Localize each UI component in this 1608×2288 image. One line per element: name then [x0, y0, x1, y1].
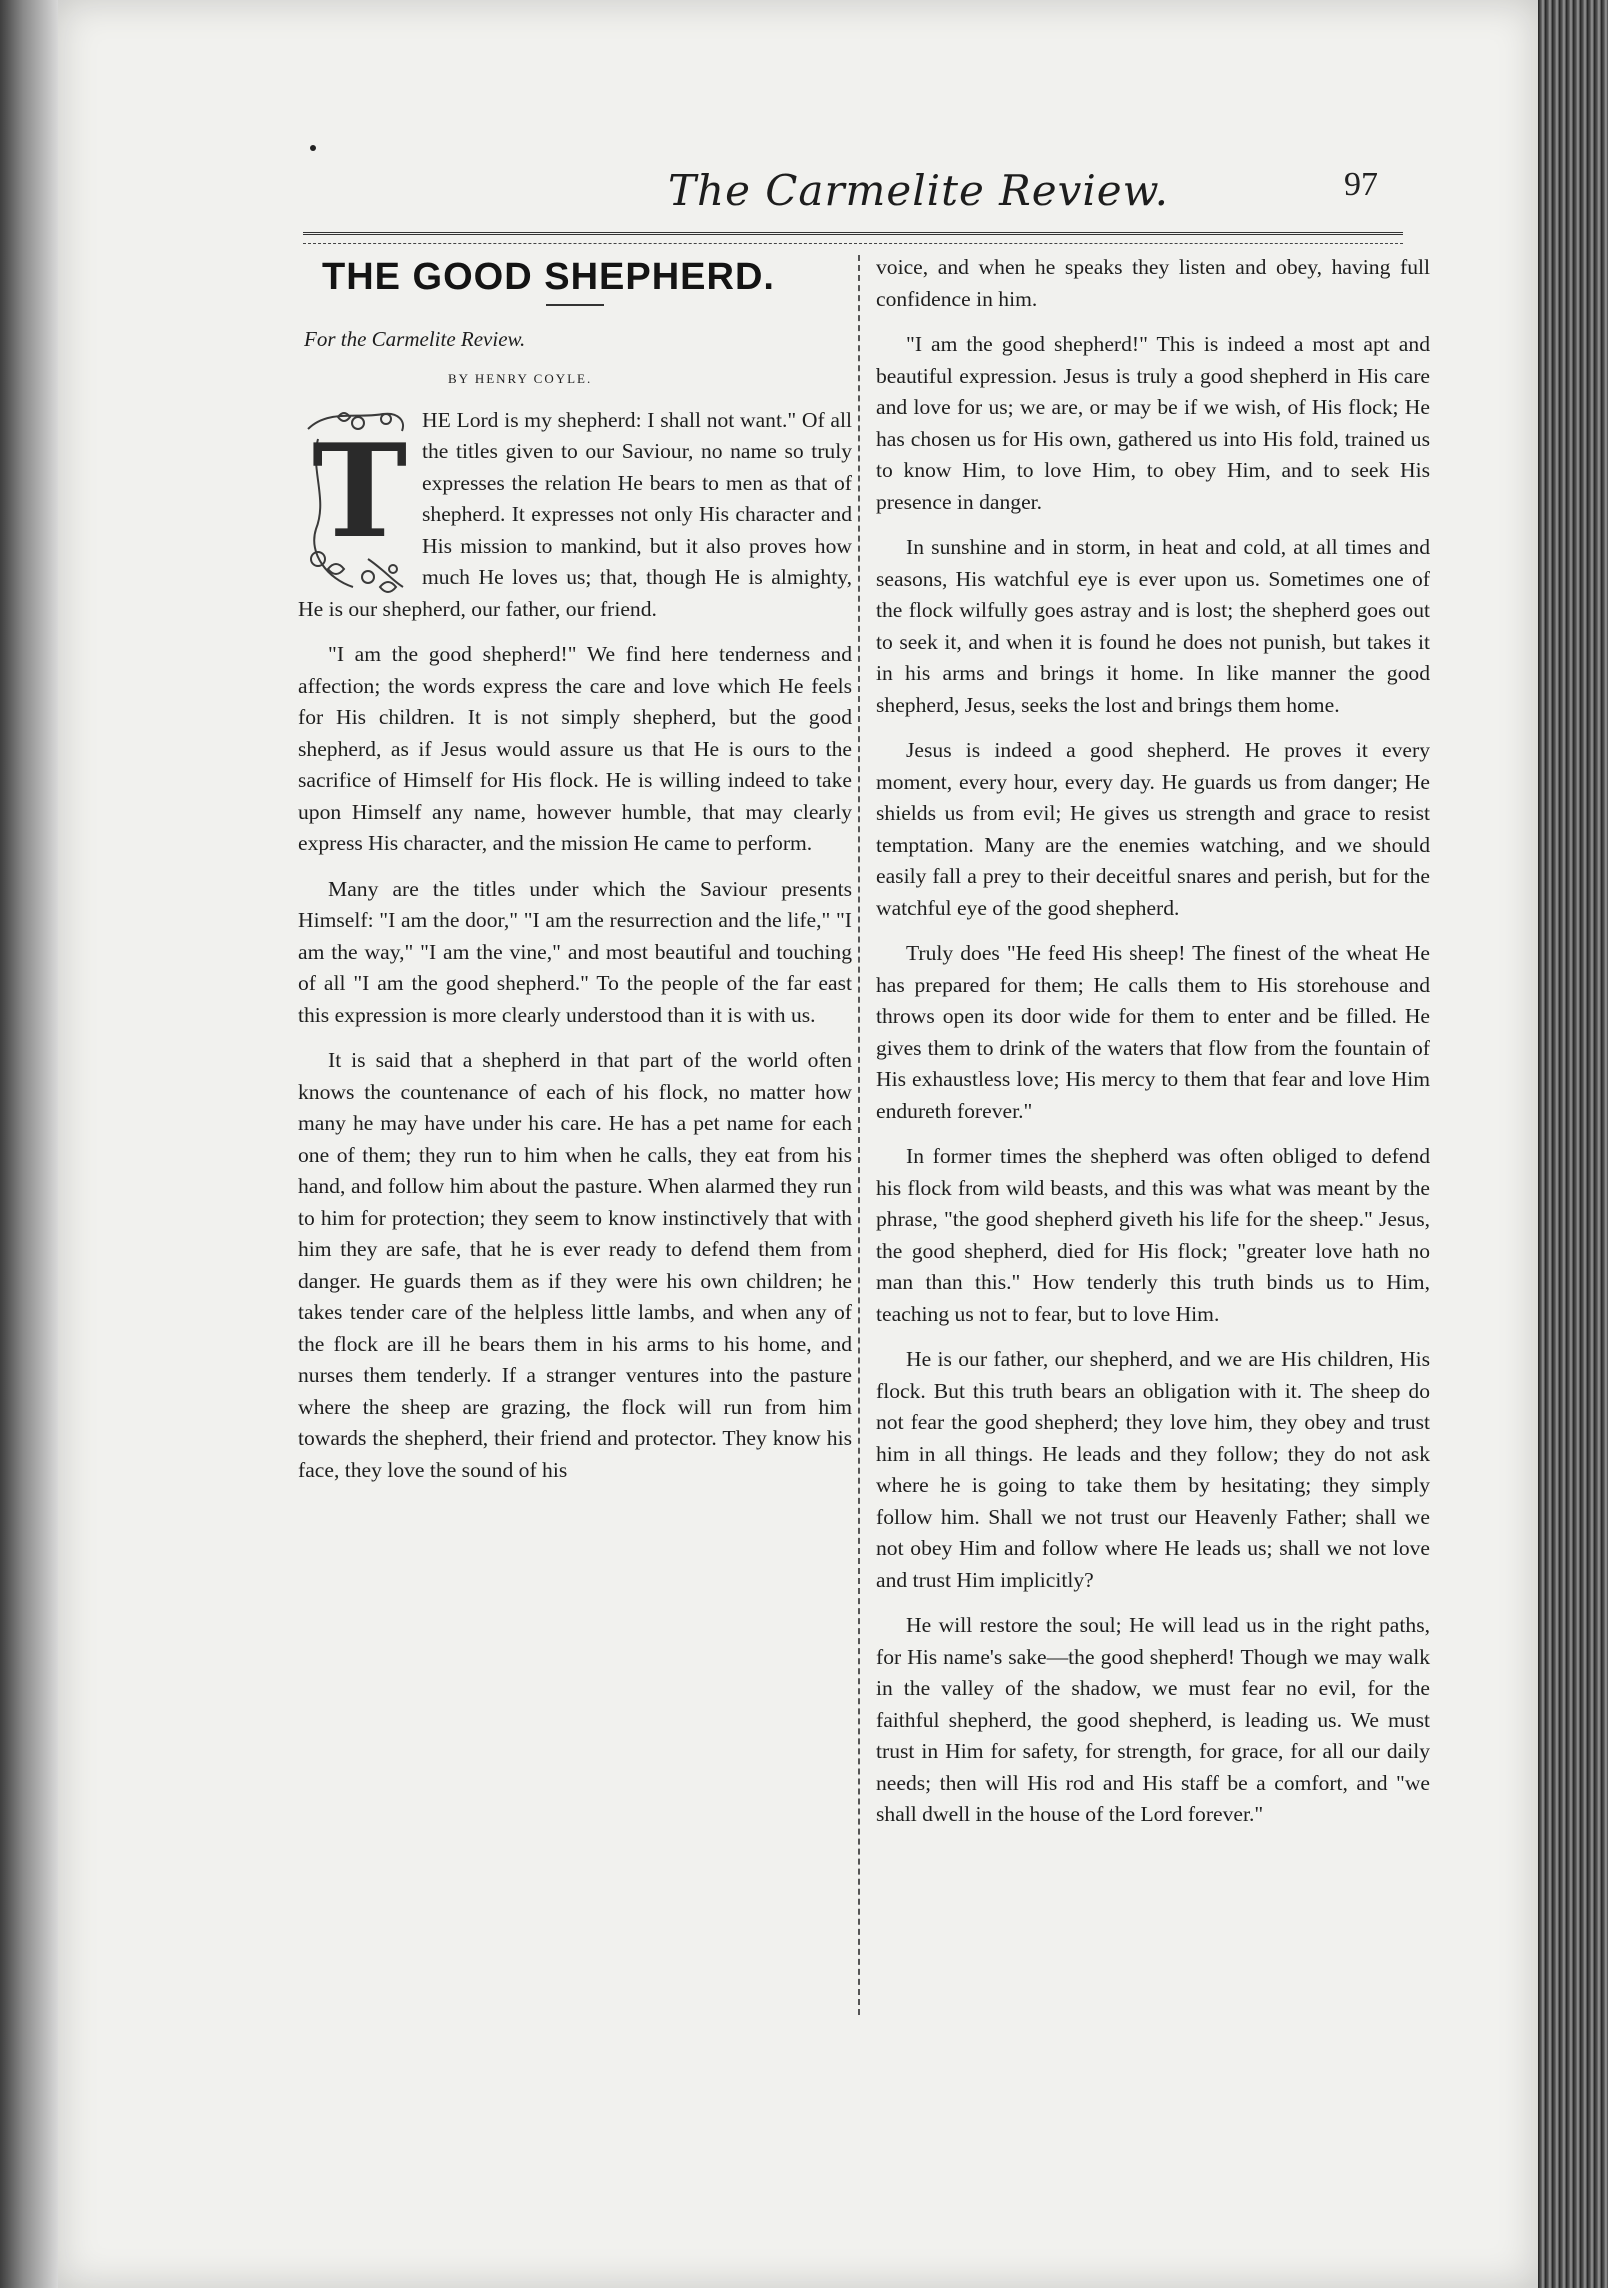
paragraph: Truly does "He feed His sheep! The finest of the wheat He has prepared for them; He calls them to His storehouse and throws open its door wide for them to enter and be filled. He gives them to drink of the waters that flow from the fountain of His exhaustless love; His mercy to them that fear and love Him endureth forever." [876, 941, 1430, 1123]
page-number: 97 [1344, 166, 1378, 203]
paragraph: He is our father, our shepherd, and we are His children, His flock. But this truth bears an obligation with it. The sheep do not fear the good shepherd; they love him, they obey and trust him in all things. He leads and they follow; they do not ask where he is going to take them by hesitating; they simply follow him. Shall we not trust our Heavenly Father; shall we not obey Him and follow where He leads us; shall we not love and trust Him implicitly? [876, 1347, 1430, 1592]
ink-speck [310, 145, 316, 151]
byline: BY HENRY COYLE. [448, 371, 593, 386]
paragraph: Many are the titles under which the Saviour presents Himself: "I am the door," "I am the resurrection and the life," "I am the way," "I am the vine," and most beautiful and touching of all "I am the good shepherd." To the people of the far east this expression is more clearly understood than it is with us. [298, 876, 852, 1027]
paragraph: In former times the shepherd was often obliged to defend his flock from wild beasts, and this was what was meant by the phrase, "the good shepherd giveth his life for the sheep." Jesus, the good shepherd, died for His flock; "greater love hath no man than this." How tenderly this truth binds us to Him, teaching us not to fear, but to love Him. [876, 1144, 1430, 1326]
article-title: THE GOOD SHEPHERD. [322, 256, 775, 298]
right-column [876, 252, 1430, 1845]
ornamental-drop-cap [298, 409, 410, 594]
header-double-rule [303, 232, 1403, 239]
column-divider [858, 255, 860, 2015]
paragraph: It is said that a shepherd in that part of the world often knows the countenance of each of his flock, no matter how many he may have under his care. He has a pet name for each one of them; they run to him when he calls, they eat from his hand, and follow him about the pasture. When alarmed they run to him for protection; they seem to know instinctively that with him they are safe, that he is ever ready to defend them from danger. He guards them as if they were his own children; he takes tender care of the helpless little lambs, and when any of the flock are ill he bears them in his arms to his home, and nurses them tenderly. If a stranger ventures into the pasture where the sheep are grazing, the flock will run from him towards the shepherd, their friend and protector. They know his face, they love the sound of his [298, 1048, 852, 1482]
dedication-line: For the Carmelite Review. [304, 326, 526, 351]
paragraph: Jesus is indeed a good shepherd. He proves it every moment, every hour, every day. He guards us from danger; He shields us from evil; He gives us strength and grace to resist temptation. Many are the enemies watching, and we should easily fall a prey to their deceitful snares and perish, but for the watchful eye of the good shepherd. [876, 738, 1430, 920]
left-binding [0, 0, 58, 2288]
page-header [298, 158, 1408, 218]
title-rule [546, 304, 604, 306]
drop-cap-letter: T [312, 416, 408, 567]
running-title: The Carmelite Review. [668, 166, 1169, 215]
paragraph: "I am the good shepherd!" We find here tenderness and affection; the words express the care and love which He feels for His children. It is not simply shepherd, but the good shepherd, as if Jesus would assure us that He is ours to the sacrifice of Himself for His flock. He is willing indeed to take upon Himself any name, however humble, that may clearly express His character, and the mission He came to perform. [298, 642, 852, 855]
left-column [298, 252, 852, 1500]
book-page [58, 0, 1538, 2288]
header-dashed-rule [303, 243, 1403, 244]
paragraph: He will restore the soul; He will lead us in the right paths, for His name's sake—the good shepherd! Though we may walk in the valley of the shadow, we must fear no evil, for the faithful shepherd, the good shepherd, is leading us. We must trust in Him for safety, for strength, for grace, for all our daily needs; then will His rod and His staff be a comfort, and "we shall dwell in the house of the Lord forever." [876, 1613, 1430, 1826]
paragraph: In sunshine and in storm, in heat and cold, at all times and seasons, His watchful eye is ever upon us. Sometimes one of the flock wilfully goes astray and is lost; the shepherd goes out to seek it, and when it is found he does not punish, but takes it in his arms and brings it home. In like manner the good shepherd, Jesus, seeks the lost and brings them home. [876, 535, 1430, 717]
page-stack-edge [1538, 0, 1608, 2288]
paragraph: HE Lord is my shepherd: I shall not want." Of all the titles given to our Saviour, no name so truly expresses the relation He bears to men as that of shepherd. It expresses not only His character and His mission to mankind, but it also proves how much He loves us; that, though He is almighty, He is our shepherd, our father, our friend. [298, 407, 852, 621]
paragraph: "I am the good shepherd!" This is indeed a most apt and beautiful expression. Jesus is truly a good shepherd in His care and love for us; we are, or may be if we wish, of His flock; He has chosen us for His own, gathered us into His fold, trained us to know Him, to love Him, to obey Him, and to seek His presence in danger. [876, 332, 1430, 514]
paragraph: voice, and when he speaks they listen and obey, having full confidence in him. [876, 255, 1430, 311]
